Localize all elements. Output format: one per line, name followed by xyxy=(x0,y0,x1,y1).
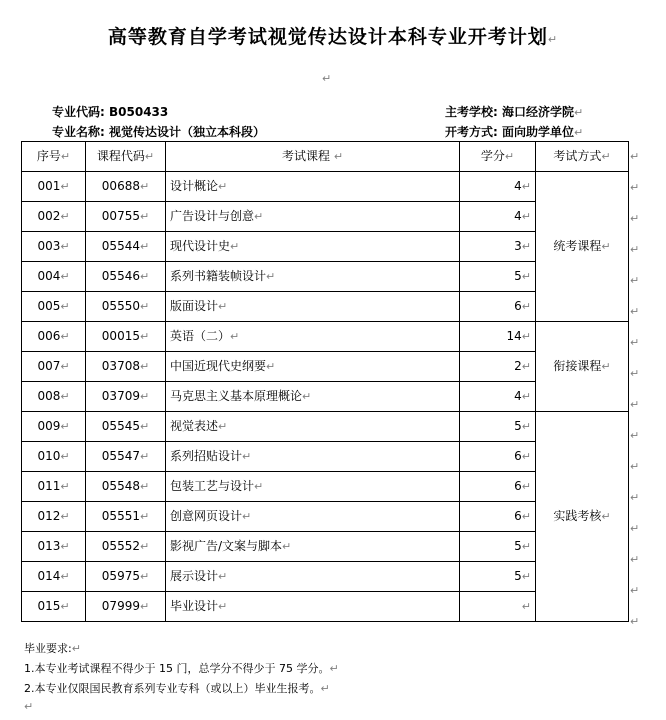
paragraph-mark-icon: ↵ xyxy=(521,240,531,253)
exam-school xyxy=(445,103,583,120)
notes-heading-text: 毕业要求: xyxy=(24,642,72,655)
row-end-mark-icon: ↵ xyxy=(630,243,640,256)
course-name-cell-text: 中国近现代史纲要 xyxy=(170,359,267,373)
course-name-cell xyxy=(166,472,460,502)
course-code-cell xyxy=(86,592,166,622)
course-code-cell xyxy=(86,202,166,232)
paragraph-mark-icon: ↵ xyxy=(521,360,531,373)
major-name-value: 视觉传达设计（独立本科段） xyxy=(109,125,266,139)
course-name-cell xyxy=(166,502,460,532)
row-end-mark-icon: ↵ xyxy=(630,584,640,597)
credit-cell xyxy=(460,262,536,292)
table-row xyxy=(22,322,629,352)
paragraph-mark-icon: ↵ xyxy=(60,420,70,433)
paragraph-mark-icon: ↵ xyxy=(266,270,276,283)
course-name-cell xyxy=(166,382,460,412)
paragraph-mark-icon: ↵ xyxy=(601,240,611,253)
serial-no-cell xyxy=(22,412,86,442)
header-serial-no xyxy=(22,142,86,172)
credit-cell-text: 3 xyxy=(514,239,522,253)
row-end-mark-icon: ↵ xyxy=(630,305,640,318)
header-course-code xyxy=(86,142,166,172)
serial-no-cell-text: 005 xyxy=(37,299,61,313)
paragraph-mark-icon: ↵ xyxy=(139,210,150,223)
credit-cell xyxy=(460,172,536,202)
course-code-cell xyxy=(86,262,166,292)
paragraph-mark-icon: ↵ xyxy=(521,540,531,553)
paragraph-mark-icon: ↵ xyxy=(574,126,584,139)
course-name-cell xyxy=(166,352,460,382)
course-code-cell xyxy=(86,502,166,532)
course-name-cell xyxy=(166,292,460,322)
course-code-cell-text: 05544 xyxy=(101,239,140,253)
course-name-cell-text: 广告设计与创意 xyxy=(170,209,255,223)
course-name-cell-text: 版面设计 xyxy=(170,299,219,313)
course-code-cell xyxy=(86,562,166,592)
header-text: 序号 xyxy=(36,149,61,163)
row-end-mark-icon: ↵ xyxy=(630,460,640,473)
credit-cell-text: 5 xyxy=(514,539,522,553)
course-plan-table xyxy=(21,141,629,622)
serial-no-cell-text: 006 xyxy=(37,329,61,343)
paragraph-mark-icon: ↵ xyxy=(218,600,228,613)
paragraph-mark-icon: ↵ xyxy=(60,510,70,523)
paragraph-mark-icon: ↵ xyxy=(266,360,276,373)
paragraph-mark-icon: ↵ xyxy=(60,300,70,313)
requirement-item-2 xyxy=(24,680,330,696)
major-code-label: 专业代码: xyxy=(52,105,105,119)
credit-cell xyxy=(460,202,536,232)
paragraph-mark-icon: ↵ xyxy=(60,180,70,193)
title-text: 高等教育自学考试视觉传达设计本科专业开考计划 xyxy=(107,26,548,48)
exam-mode-text: 衔接课程 xyxy=(553,359,602,373)
credit-cell xyxy=(460,382,536,412)
course-name-cell-text: 马克思主义基本原理概论 xyxy=(170,389,303,403)
course-code-cell-text: 05550 xyxy=(101,299,140,313)
course-code-cell-text: 05546 xyxy=(101,269,140,283)
paragraph-mark-icon: ↵ xyxy=(139,540,150,553)
course-code-cell-text: 00688 xyxy=(101,179,140,193)
paragraph-mark-icon: ↵ xyxy=(218,180,228,193)
document-title xyxy=(0,22,666,49)
serial-no-cell-text: 012 xyxy=(37,509,61,523)
course-code-cell-text: 05552 xyxy=(101,539,140,553)
paragraph-mark-icon: ↵ xyxy=(601,150,611,163)
paragraph-mark-icon: ↵ xyxy=(320,682,330,695)
course-code-cell-text: 05547 xyxy=(101,449,140,463)
header-text: 考试方式 xyxy=(553,149,602,163)
course-name-cell xyxy=(166,442,460,472)
exam-method-value: 面向助学单位 xyxy=(502,125,575,139)
credit-cell xyxy=(460,292,536,322)
exam-school-value: 海口经济学院 xyxy=(502,105,575,119)
paragraph-mark-icon: ↵ xyxy=(504,150,515,163)
credit-cell-text: 5 xyxy=(514,569,522,583)
course-name-cell xyxy=(166,172,460,202)
paragraph-mark-icon: ↵ xyxy=(139,510,150,523)
credit-cell-text: 5 xyxy=(514,269,522,283)
paragraph-mark-icon: ↵ xyxy=(282,540,292,553)
paragraph-mark-icon: ↵ xyxy=(230,240,240,253)
paragraph-mark-icon: ↵ xyxy=(60,540,70,553)
course-code-cell-text: 07999 xyxy=(101,599,140,613)
serial-no-cell-text: 009 xyxy=(37,419,61,433)
serial-no-cell-text: 008 xyxy=(37,389,61,403)
row-end-mark-icon: ↵ xyxy=(630,522,640,535)
course-code-cell xyxy=(86,472,166,502)
exam-method-label: 开考方式: xyxy=(445,125,498,139)
row-end-mark-icon: ↵ xyxy=(630,274,640,287)
paragraph-mark-icon: ↵ xyxy=(139,420,150,433)
course-name-cell-text: 系列招贴设计 xyxy=(170,449,243,463)
paragraph-mark-icon: ↵ xyxy=(60,480,70,493)
exam-mode-group xyxy=(536,412,629,622)
paragraph-mark-icon: ↵ xyxy=(139,270,150,283)
credit-cell-text: 4 xyxy=(514,209,522,223)
serial-no-cell-text: 004 xyxy=(37,269,61,283)
course-code-cell-text: 05975 xyxy=(101,569,140,583)
course-name-cell-text: 视觉表述 xyxy=(170,419,219,433)
paragraph-mark-icon: ↵ xyxy=(521,600,531,613)
course-name-cell xyxy=(166,562,460,592)
course-code-cell xyxy=(86,382,166,412)
paragraph-mark-icon: ↵ xyxy=(242,510,252,523)
paragraph-mark-icon: ↵ xyxy=(60,270,70,283)
course-code-cell xyxy=(86,412,166,442)
paragraph-mark-icon: ↵ xyxy=(230,330,240,343)
credit-cell-text: 6 xyxy=(514,299,522,313)
paragraph-mark-icon: ↵ xyxy=(139,390,150,403)
row-end-mark-icon: ↵ xyxy=(630,367,640,380)
paragraph-mark-icon: ↵ xyxy=(242,450,252,463)
header-exam-mode xyxy=(536,142,629,172)
credit-cell xyxy=(460,322,536,352)
paragraph-mark-icon: ↵ xyxy=(521,420,531,433)
paragraph-mark-icon: ↵ xyxy=(60,240,70,253)
paragraph-mark-icon: ↵ xyxy=(218,300,228,313)
row-end-mark-icon: ↵ xyxy=(630,429,640,442)
course-name-cell xyxy=(166,532,460,562)
paragraph-mark-icon: ↵ xyxy=(547,33,559,46)
course-name-cell-text: 毕业设计 xyxy=(170,599,219,613)
credit-cell xyxy=(460,532,536,562)
paragraph-mark-icon: ↵ xyxy=(574,106,584,119)
credit-cell-text: 6 xyxy=(514,509,522,523)
header-course-name xyxy=(166,142,460,172)
serial-no-cell-text: 015 xyxy=(37,599,61,613)
exam-mode-text: 实践考核 xyxy=(553,509,602,523)
course-code-cell-text: 05551 xyxy=(101,509,140,523)
serial-no-cell-text: 011 xyxy=(37,479,61,493)
course-name-cell xyxy=(166,322,460,352)
row-end-mark-icon: ↵ xyxy=(630,181,640,194)
course-code-cell xyxy=(86,322,166,352)
course-name-cell xyxy=(166,412,460,442)
serial-no-cell xyxy=(22,292,86,322)
serial-no-cell xyxy=(22,442,86,472)
credit-cell-text: 5 xyxy=(514,419,522,433)
row-end-mark-icon: ↵ xyxy=(630,212,640,225)
exam-method xyxy=(445,123,583,140)
paragraph-mark-icon: ↵ xyxy=(521,480,531,493)
course-code-cell-text: 05548 xyxy=(101,479,140,493)
serial-no-cell-text: 013 xyxy=(37,539,61,553)
serial-no-cell xyxy=(22,562,86,592)
paragraph-mark-icon: ↵ xyxy=(254,480,264,493)
paragraph-mark-icon: ↵ xyxy=(322,72,332,85)
paragraph-mark-icon: ↵ xyxy=(521,270,531,283)
exam-mode-text: 统考课程 xyxy=(553,239,602,253)
paragraph-mark-icon: ↵ xyxy=(333,150,344,163)
course-name-cell-text: 创意网页设计 xyxy=(170,509,243,523)
paragraph-mark-icon: ↵ xyxy=(60,450,70,463)
course-code-cell-text: 00755 xyxy=(101,209,140,223)
course-code-cell xyxy=(86,352,166,382)
paragraph-mark-icon: ↵ xyxy=(601,510,611,523)
row-end-mark-icon: ↵ xyxy=(630,398,640,411)
serial-no-cell xyxy=(22,202,86,232)
course-name-cell-text: 现代设计史 xyxy=(170,239,231,253)
credit-cell-text: 14 xyxy=(506,329,522,343)
graduation-requirements-heading xyxy=(24,640,81,656)
credit-cell-text: 6 xyxy=(514,449,522,463)
row-end-mark-icon: ↵ xyxy=(630,491,640,504)
credit-cell-text: 4 xyxy=(514,389,522,403)
serial-no-cell xyxy=(22,502,86,532)
paragraph-mark-icon: ↵ xyxy=(521,510,531,523)
paragraph-mark-icon: ↵ xyxy=(521,570,531,583)
table-row xyxy=(22,412,629,442)
exam-mode-group xyxy=(536,172,629,322)
course-code-cell-text: 05545 xyxy=(101,419,140,433)
credit-cell-text: 4 xyxy=(514,179,522,193)
paragraph-mark-icon: ↵ xyxy=(144,150,155,163)
header-credits xyxy=(460,142,536,172)
course-code-cell xyxy=(86,232,166,262)
credit-cell xyxy=(460,472,536,502)
credit-cell-text: 6 xyxy=(514,479,522,493)
credit-cell xyxy=(460,502,536,532)
credit-cell xyxy=(460,232,536,262)
serial-no-cell-text: 010 xyxy=(37,449,61,463)
paragraph-mark-icon: ↵ xyxy=(139,570,150,583)
credit-cell xyxy=(460,562,536,592)
serial-no-cell xyxy=(22,472,86,502)
course-code-cell xyxy=(86,172,166,202)
major-code-value: B050433 xyxy=(109,105,169,119)
paragraph-mark-icon: ↵ xyxy=(139,240,150,253)
paragraph-mark-icon: ↵ xyxy=(521,390,531,403)
paragraph-mark-icon: ↵ xyxy=(71,642,81,655)
course-name-cell-text: 包装工艺与设计 xyxy=(170,479,255,493)
major-code xyxy=(52,103,168,120)
row-end-marks xyxy=(630,141,644,637)
paragraph-mark-icon: ↵ xyxy=(521,330,531,343)
credit-cell xyxy=(460,442,536,472)
row-end-mark-icon: ↵ xyxy=(630,615,640,628)
credit-cell xyxy=(460,592,536,622)
course-name-cell xyxy=(166,202,460,232)
paragraph-mark-icon: ↵ xyxy=(521,210,531,223)
serial-no-cell-text: 001 xyxy=(37,179,61,193)
paragraph-mark-icon: ↵ xyxy=(139,330,150,343)
course-name-cell-text: 系列书籍装帧设计 xyxy=(170,269,267,283)
serial-no-cell xyxy=(22,232,86,262)
serial-no-cell xyxy=(22,322,86,352)
serial-no-cell-text: 014 xyxy=(37,569,61,583)
credit-cell xyxy=(460,352,536,382)
course-code-cell-text: 03708 xyxy=(101,359,140,373)
serial-no-cell xyxy=(22,592,86,622)
paragraph-mark-icon: ↵ xyxy=(139,600,150,613)
exam-school-label: 主考学校: xyxy=(445,105,498,119)
row-end-mark-icon: ↵ xyxy=(630,336,640,349)
credit-cell-text: 2 xyxy=(514,359,522,373)
course-name-cell xyxy=(166,262,460,292)
paragraph-mark-icon: ↵ xyxy=(139,450,150,463)
exam-mode-group xyxy=(536,322,629,412)
serial-no-cell-text: 002 xyxy=(37,209,61,223)
course-code-cell-text: 00015 xyxy=(101,329,140,343)
paragraph-mark-icon: ↵ xyxy=(60,360,70,373)
paragraph-mark-icon: ↵ xyxy=(521,450,531,463)
paragraph-mark-icon: ↵ xyxy=(218,570,228,583)
paragraph-mark-icon: ↵ xyxy=(60,570,70,583)
serial-no-cell xyxy=(22,172,86,202)
paragraph-mark-icon: ↵ xyxy=(329,662,339,675)
paragraph-mark-icon: ↵ xyxy=(60,390,70,403)
course-name-cell-text: 设计概论 xyxy=(170,179,219,193)
serial-no-cell xyxy=(22,262,86,292)
table-header-row xyxy=(22,142,629,172)
paragraph-mark-icon: ↵ xyxy=(60,150,71,163)
paragraph-mark-icon: ↵ xyxy=(218,420,228,433)
paragraph-mark-icon: ↵ xyxy=(139,480,150,493)
requirement-text: 1.本专业考试课程不得少于 15 门，总学分不得少于 75 学分。 xyxy=(24,662,330,675)
paragraph-mark-icon: ↵ xyxy=(521,300,531,313)
course-code-cell-text: 03709 xyxy=(101,389,140,403)
serial-no-cell-text: 007 xyxy=(37,359,61,373)
row-end-mark-icon: ↵ xyxy=(630,150,640,163)
requirement-text: 2.本专业仅限国民教育系列专业专科（或以上）毕业生报考。 xyxy=(24,682,321,695)
paragraph-mark-icon: ↵ xyxy=(60,210,70,223)
serial-no-cell xyxy=(22,352,86,382)
course-plan-body xyxy=(22,172,629,622)
header-text: 考试课程 xyxy=(281,149,330,163)
course-code-cell xyxy=(86,532,166,562)
paragraph-mark-icon: ↵ xyxy=(302,390,312,403)
paragraph-mark-icon: ↵ xyxy=(254,210,264,223)
paragraph-mark-icon: ↵ xyxy=(60,330,70,343)
paragraph-mark-icon: ↵ xyxy=(521,180,531,193)
major-name xyxy=(52,123,265,140)
paragraph-mark-icon: ↵ xyxy=(24,700,34,713)
paragraph-mark-icon: ↵ xyxy=(60,600,70,613)
course-name-cell xyxy=(166,232,460,262)
course-name-cell-text: 英语（二） xyxy=(170,329,231,343)
row-end-mark-icon: ↵ xyxy=(630,553,640,566)
course-name-cell-text: 影视广告/文案与脚本 xyxy=(170,539,283,553)
serial-no-cell xyxy=(22,532,86,562)
course-name-cell-text: 展示设计 xyxy=(170,569,219,583)
serial-no-cell xyxy=(22,382,86,412)
serial-no-cell-text: 003 xyxy=(37,239,61,253)
requirement-item-1 xyxy=(24,660,339,676)
credit-cell xyxy=(460,412,536,442)
course-code-cell xyxy=(86,292,166,322)
paragraph-mark-icon: ↵ xyxy=(139,180,150,193)
course-name-cell xyxy=(166,592,460,622)
paragraph-mark-icon: ↵ xyxy=(601,360,611,373)
course-code-cell xyxy=(86,442,166,472)
header-text: 学分 xyxy=(480,149,505,163)
major-name-label: 专业名称: xyxy=(52,125,105,139)
table-row xyxy=(22,172,629,202)
header-text: 课程代码 xyxy=(96,149,145,163)
paragraph-mark-icon: ↵ xyxy=(139,300,150,313)
paragraph-mark-icon: ↵ xyxy=(139,360,150,373)
